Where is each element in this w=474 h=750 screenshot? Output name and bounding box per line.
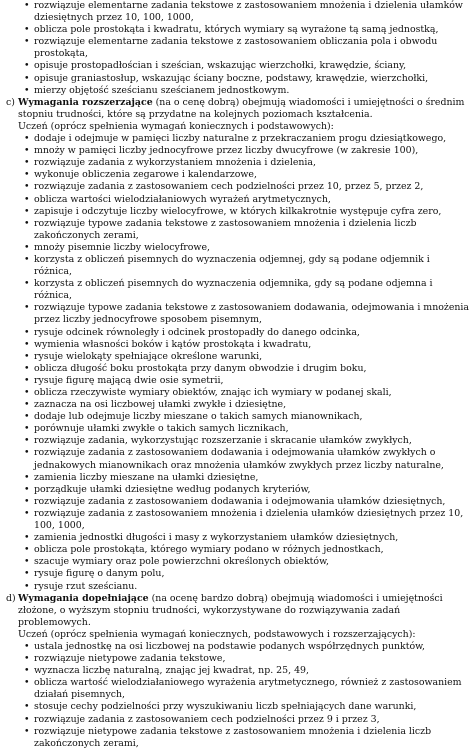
list-item: • rozwiązuje zadania, wykorzystując rozszerzanie i skracanie ułamków zwykłych, — [6, 435, 470, 447]
list-item: • rysuje rzut sześcianu. — [6, 581, 470, 593]
list-item: • rysuje odcinek równoległy i odcinek prostopadły do danego odcinka, — [6, 327, 470, 339]
list-item: • ustala jednostkę na osi liczbowej na podstawie podanych współrzędnych punktów, — [6, 641, 470, 653]
list-item: • rozwiązuje nietypowe zadania tekstowe, — [6, 653, 470, 665]
list-item: • wymienia własności boków i kątów prostokąta i kwadratu, — [6, 339, 470, 351]
section-d-description: (na ocenę bardzo dobrą) obejmują wiadomości i umiejętności złożone, o wyższym stopniu trudności, wykorzystywane do rozwiązywania zadań problemowych. — [18, 592, 443, 628]
list-item: • opisuje prostopadłościan i sześcian, wskazując wierzchołki, krawędzie, ściany, — [6, 60, 470, 72]
section-d-title: Wymagania dopełniające — [18, 592, 149, 604]
list-item: • rozwiązuje zadania z zastosowaniem dodawania i odejmowania ułamków zwykłych o jednakowych mianownikach oraz mnożenia ułamków zwykłych przez liczby naturalne, — [6, 447, 470, 471]
list-item: • zapisuje i odczytuje liczby wielocyfrowe, w których kilkakrotnie występuje cyfra zero, — [6, 206, 470, 218]
list-item: • oblicza wartość wielodziałaniowego wyrażenia arytmetycznego, również z zastosowaniem działań pisemnych, — [6, 677, 470, 701]
list-item: • porządkuje ułamki dziesiętne według podanych kryteriów, — [6, 484, 470, 496]
list-item: • rozwiązuje zadania z wykorzystaniem mnożenia i dzielenia, — [6, 157, 470, 169]
section-c-description: (na o cenę dobrą) obejmują wiadomości i umiejętności o średnim stopniu trudności, które są przydatne na kolejnych poziomach kształcenia. — [18, 96, 465, 120]
section-c-intro: Uczeń (oprócz spełnienia wymagań koniecznych i podstawowych): — [18, 120, 334, 132]
section-d-heading — [6, 593, 470, 629]
list-item: • porównuje ułamki zwykłe o takich samych licznikach, — [6, 423, 470, 435]
list-item: • korzysta z obliczeń pisemnych do wyznaczenia odjemnej, gdy są podane odjemnik i różnica, — [6, 254, 470, 278]
list-item: • wyznacza liczbę naturalną, znając jej kwadrat, np. 25, 49, — [6, 665, 470, 677]
list-item: • szacuje wymiary oraz pole powierzchni określonych obiektów, — [6, 556, 470, 568]
list-item: • rozwiązuje nietypowe zadania tekstowe z zastosowaniem mnożenia i dzielenia liczb zakończonych zerami, — [6, 726, 470, 750]
section-c-heading — [6, 97, 470, 121]
list-item: • mnoży w pamięci liczby jednocyfrowe przez liczby dwucyfrowe (w zakresie 100), — [6, 145, 470, 157]
list-item: • oblicza pole prostokąta, którego wymiary podano w różnych jednostkach, — [6, 544, 470, 556]
section-c-list — [6, 133, 470, 593]
list-item: • zamienia liczby mieszane na ułamki dziesiętne, — [6, 472, 470, 484]
list-item: • zaznacza na osi liczbowej ułamki zwykłe i dziesiętne, — [6, 399, 470, 411]
list-item: • rozwiązuje typowe zadania tekstowe z zastosowaniem dodawania, odejmowania i mnożenia przez liczby jednocyfrowe sposobem pisemnym, — [6, 302, 470, 326]
list-item: • rozwiązuje elementarne zadania tekstowe z zastosowaniem mnożenia i dzielenia ułamków dziesiętnych przez 10, 100, 1000, — [6, 0, 470, 24]
list-item: • rysuje wielokąty spełniające określone warunki, — [6, 351, 470, 363]
list-item: • rozwiązuje zadania z zastosowaniem cech podzielności przez 10, przez 5, przez 2, — [6, 181, 470, 193]
list-item: • rozwiązuje elementarne zadania tekstowe z zastosowaniem obliczania pola i obwodu prostokąta, — [6, 36, 470, 60]
list-item: • rysuje figurę mającą dwie osie symetrii, — [6, 375, 470, 387]
list-item: • korzysta z obliczeń pisemnych do wyznaczenia odjemnika, gdy są podane odjemna i różnica, — [6, 278, 470, 302]
list-item: • oblicza długość boku prostokąta przy danym obwodzie i drugim boku, — [6, 363, 470, 375]
list-item: • dodaje lub odejmuje liczby mieszane o takich samych mianownikach, — [6, 411, 470, 423]
list-item: • oblicza rzeczywiste wymiary obiektów, znając ich wymiary w podanej skali, — [6, 387, 470, 399]
list-item: • rozwiązuje zadania z zastosowaniem cech podzielności przez 9 i przez 3, — [6, 714, 470, 726]
section-d-list — [6, 641, 470, 750]
section-d-letter: d) — [6, 592, 16, 604]
list-item: • wykonuje obliczenia zegarowe i kalendarzowe, — [6, 169, 470, 181]
list-item: • rozwiązuje typowe zadania tekstowe z zastosowaniem mnożenia i dzielenia liczb zakończonych zerami, — [6, 218, 470, 242]
list-item: • rozwiązuje zadania z zastosowaniem mnożenia i dzielenia ułamków dziesiętnych przez 10, 100, 1000, — [6, 508, 470, 532]
list-item: • opisuje graniastosłup, wskazując ściany boczne, podstawy, krawędzie, wierzchołki, — [6, 73, 470, 85]
section-d-intro: Uczeń (oprócz spełnienia wymagań koniecznych, podstawowych i rozszerzających): — [18, 628, 416, 640]
section-c-title: Wymagania rozszerzające — [18, 96, 153, 108]
list-item: • dodaje i odejmuje w pamięci liczby naturalne z przekraczaniem progu dziesiątkowego, — [6, 133, 470, 145]
list-item: • mierzy objętość sześcianu sześcianem jednostkowym. — [6, 85, 470, 97]
list-item: • oblicza wartości wielodziałaniowych wyrażeń arytmetycznych, — [6, 194, 470, 206]
list-item: • rozwiązuje zadania z zastosowaniem dodawania i odejmowania ułamków dziesiętnych, — [6, 496, 470, 508]
list-item: • rysuje figurę o danym polu, — [6, 568, 470, 580]
section-c-letter: c) — [6, 96, 15, 108]
list-item: • oblicza pole prostokąta i kwadratu, których wymiary są wyrażone tą samą jednostką, — [6, 24, 470, 36]
requirements-list-top — [6, 0, 470, 97]
list-item: • mnoży pisemnie liczby wielocyfrowe, — [6, 242, 470, 254]
list-item: • stosuje cechy podzielności przy wyszukiwaniu liczb spełniających dane warunki, — [6, 701, 470, 713]
list-item: • zamienia jednostki długości i masy z wykorzystaniem ułamków dziesiętnych, — [6, 532, 470, 544]
